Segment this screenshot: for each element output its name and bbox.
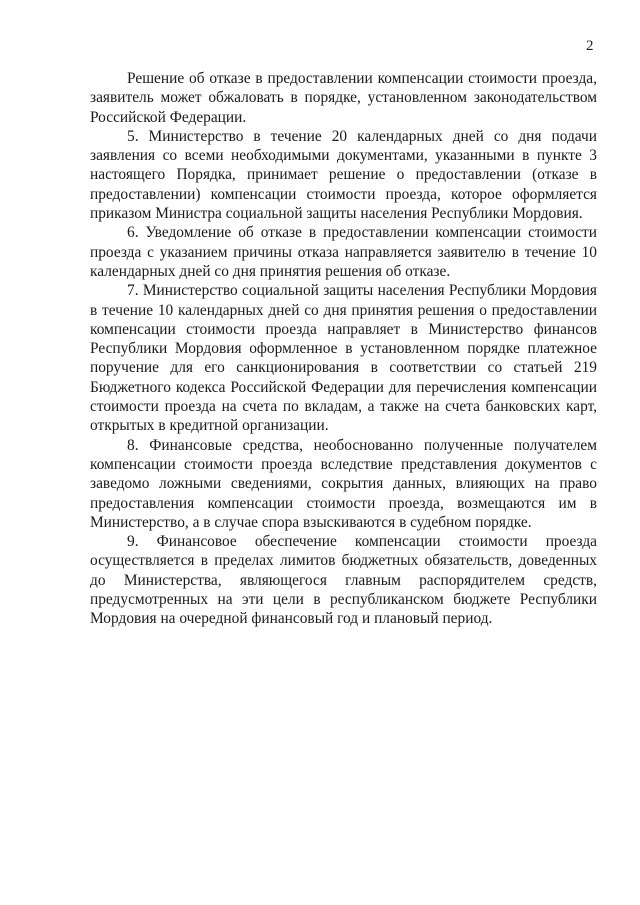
paragraph-item-6: 6. Уведомление об отказе в предоставлении компенсации стоимости проезда с указанием причины отказа направляется заявителю в течение 10 календарных дней со дня принятия решения об отказе.: [90, 224, 597, 280]
paragraph-item-8: 8. Финансовые средства, необоснованно полученные получателем компенсации стоимости проезда вследствие представления документов с заведомо ложными сведениями, сокрытия данных, влияющих на право предоставления компенсации стоимости проезда, возмещаются им в Министерство, а в случае спора взыскиваются в судебном порядке.: [90, 436, 597, 531]
paragraph-item-9: 9. Финансовое обеспечение компенсации стоимости проезда осуществляется в пределах лимитов бюджетных обязательств, доведенных до Министерства, являющегося главным распорядителем средств, предусмотренных на эти цели в республиканском бюджете Республики Мордовия на очередной финансовый год и плановый период.: [90, 533, 597, 628]
document-body: [90, 69, 597, 629]
paragraph-appeal: Решение об отказе в предоставлении компенсации стоимости проезда, заявитель может обжаловать в порядке, установленном законодательством Российской Федерации.: [90, 70, 597, 126]
paragraph-item-5: 5. Министерство в течение 20 календарных дней со дня подачи заявления со всеми необходимыми документами, указанными в пункте 3 настоящего Порядка, принимает решение о предоставлении (отказе в предоставлении) компенсации стоимости проезда, которое оформляется приказом Министра социальной защиты населения Республики Мордовия.: [90, 127, 597, 223]
page-number: 2: [586, 38, 594, 54]
paragraph-item-7: 7. Министерство социальной защиты населения Республики Мордовия в течение 10 календарных дней со дня принятия решения о предоставлении компенсации стоимости проезда направляет в Министерство финансов Республики Мордовия оформленное в установленном порядке платежное поручение для его санкционирования в соответствии со статьей 219 Бюджетного кодекса Российской Федерации для перечисления компенсации стоимости проезда на счета по вкладам, а также на счета банковских карт, открытых в кредитной организации.: [90, 282, 597, 435]
